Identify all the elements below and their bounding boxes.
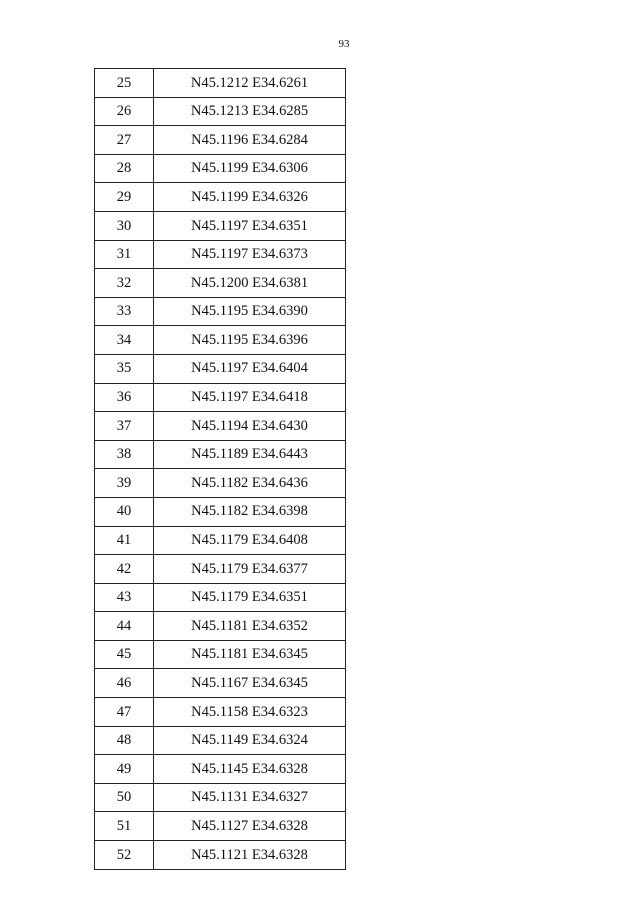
coordinates-table [94, 68, 346, 870]
table-row [95, 755, 346, 784]
coordinate-cell: N45.1179 E34.6408 [154, 526, 346, 555]
table-row [95, 240, 346, 269]
coordinate-cell: N45.1181 E34.6352 [154, 612, 346, 641]
coordinate-cell: N45.1127 E34.6328 [154, 812, 346, 841]
table-row [95, 497, 346, 526]
point-number-cell: 39 [95, 469, 154, 498]
point-number-cell: 50 [95, 783, 154, 812]
coordinate-cell: N45.1182 E34.6398 [154, 497, 346, 526]
table-row [95, 812, 346, 841]
point-number-cell: 52 [95, 841, 154, 870]
table-row [95, 269, 346, 298]
coordinate-cell: N45.1179 E34.6351 [154, 583, 346, 612]
point-number-cell: 36 [95, 383, 154, 412]
table-row [95, 440, 346, 469]
coordinate-cell: N45.1189 E34.6443 [154, 440, 346, 469]
point-number-cell: 30 [95, 211, 154, 240]
table-row [95, 154, 346, 183]
point-number-cell: 40 [95, 497, 154, 526]
point-number-cell: 33 [95, 297, 154, 326]
point-number-cell: 28 [95, 154, 154, 183]
point-number-cell: 43 [95, 583, 154, 612]
table-row [95, 354, 346, 383]
point-number-cell: 44 [95, 612, 154, 641]
table-row [95, 526, 346, 555]
coordinate-cell: N45.1197 E34.6373 [154, 240, 346, 269]
table-row [95, 841, 346, 870]
table-row [95, 583, 346, 612]
coordinate-cell: N45.1212 E34.6261 [154, 69, 346, 98]
table-row [95, 469, 346, 498]
coordinate-cell: N45.1145 E34.6328 [154, 755, 346, 784]
coordinate-cell: N45.1196 E34.6284 [154, 126, 346, 155]
point-number-cell: 38 [95, 440, 154, 469]
point-number-cell: 27 [95, 126, 154, 155]
table-row [95, 612, 346, 641]
coordinate-cell: N45.1182 E34.6436 [154, 469, 346, 498]
point-number-cell: 32 [95, 269, 154, 298]
point-number-cell: 46 [95, 669, 154, 698]
coordinate-cell: N45.1197 E34.6418 [154, 383, 346, 412]
point-number-cell: 26 [95, 97, 154, 126]
coordinate-cell: N45.1199 E34.6306 [154, 154, 346, 183]
table-row [95, 69, 346, 98]
coordinate-cell: N45.1167 E34.6345 [154, 669, 346, 698]
point-number-cell: 29 [95, 183, 154, 212]
coordinate-cell: N45.1179 E34.6377 [154, 555, 346, 584]
point-number-cell: 41 [95, 526, 154, 555]
table-row [95, 698, 346, 727]
coordinate-cell: N45.1199 E34.6326 [154, 183, 346, 212]
point-number-cell: 49 [95, 755, 154, 784]
point-number-cell: 25 [95, 69, 154, 98]
table-row [95, 326, 346, 355]
table-row [95, 726, 346, 755]
coordinate-cell: N45.1213 E34.6285 [154, 97, 346, 126]
coordinate-cell: N45.1121 E34.6328 [154, 841, 346, 870]
point-number-cell: 45 [95, 640, 154, 669]
table-row [95, 183, 346, 212]
coordinate-cell: N45.1200 E34.6381 [154, 269, 346, 298]
coordinate-cell: N45.1158 E34.6323 [154, 698, 346, 727]
table-row [95, 383, 346, 412]
table-row [95, 97, 346, 126]
table-row [95, 297, 346, 326]
table-row [95, 211, 346, 240]
table-row [95, 669, 346, 698]
table-row [95, 412, 346, 441]
point-number-cell: 47 [95, 698, 154, 727]
table-row [95, 640, 346, 669]
point-number-cell: 37 [95, 412, 154, 441]
point-number-cell: 42 [95, 555, 154, 584]
coordinate-cell: N45.1181 E34.6345 [154, 640, 346, 669]
point-number-cell: 48 [95, 726, 154, 755]
point-number-cell: 34 [95, 326, 154, 355]
coordinate-cell: N45.1131 E34.6327 [154, 783, 346, 812]
coordinate-cell: N45.1195 E34.6396 [154, 326, 346, 355]
point-number-cell: 51 [95, 812, 154, 841]
coordinate-cell: N45.1195 E34.6390 [154, 297, 346, 326]
table-row [95, 126, 346, 155]
coordinates-table-body [95, 69, 346, 870]
page-number: 93 [338, 38, 350, 50]
point-number-cell: 31 [95, 240, 154, 269]
table-row [95, 783, 346, 812]
point-number-cell: 35 [95, 354, 154, 383]
table-row [95, 555, 346, 584]
coordinate-cell: N45.1197 E34.6404 [154, 354, 346, 383]
coordinate-cell: N45.1197 E34.6351 [154, 211, 346, 240]
coordinate-cell: N45.1149 E34.6324 [154, 726, 346, 755]
coordinate-cell: N45.1194 E34.6430 [154, 412, 346, 441]
